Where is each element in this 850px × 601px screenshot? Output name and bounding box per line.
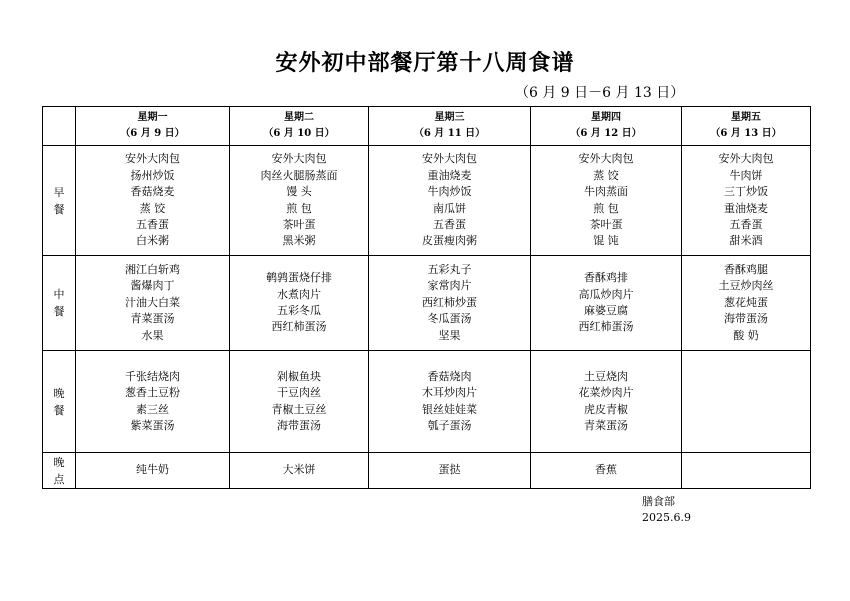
day-header-friday	[682, 107, 811, 146]
menu-cell-monday	[76, 256, 230, 351]
meal-label-char: 晚	[53, 455, 65, 469]
dish-item: 水果	[141, 328, 164, 342]
dish-item: 干豆肉丝	[277, 386, 321, 400]
dish-item: 牛肉炒饭	[427, 185, 472, 199]
dish-item: 海带蛋汤	[277, 418, 321, 432]
dish-item: 葱香土豆粉	[125, 386, 180, 400]
dish-item: 香酥鸡排	[584, 271, 628, 285]
dish-item: 千张结烧肉	[125, 369, 180, 383]
day-name: 星期三	[434, 112, 465, 123]
dish-item: 虎皮青椒	[584, 402, 628, 416]
menu-cell-wednesday	[369, 453, 531, 489]
dish-item: 馄 饨	[593, 234, 619, 248]
dish-item: 香菇烧麦	[130, 185, 175, 199]
day-header-monday	[76, 107, 230, 146]
day-header-thursday	[531, 107, 682, 146]
menu-cell-tuesday	[230, 351, 369, 453]
footer-department: 膳食部	[642, 495, 675, 508]
dish-item: 坚果	[438, 328, 461, 342]
footer-date: 2025.6.9	[642, 511, 691, 524]
meal-label	[43, 256, 76, 351]
meal-label-char: 餐	[53, 305, 65, 318]
dish-item: 茶叶蛋	[589, 217, 623, 231]
menu-cell-monday	[76, 453, 230, 489]
dish-item: 香酥鸡腿	[724, 262, 768, 276]
dish-item: 汁油大白菜	[125, 295, 180, 309]
dish-item: 酱爆肉丁	[130, 279, 175, 293]
dish-item: 五香蛋	[729, 217, 763, 231]
dish-item: 酸 奶	[733, 328, 759, 342]
dish-item: 紫菜蛋汤	[130, 418, 175, 432]
dish-item: 水煮肉片	[277, 287, 321, 301]
dish-item: 甜米酒	[729, 234, 763, 248]
dish-item: 黑米粥	[282, 234, 316, 248]
dish-item: 扬州炒饭	[130, 168, 175, 182]
day-name: 星期一	[137, 112, 168, 123]
dish-item: 香菇烧肉	[427, 369, 472, 383]
day-date: （6 月 9 日）	[120, 128, 185, 139]
menu-cell-thursday	[531, 146, 682, 256]
meal-label-char: 早	[53, 185, 65, 199]
meal-label	[43, 146, 76, 256]
dish-item: 葱花炖蛋	[724, 295, 768, 309]
dish-item: 安外大肉包	[271, 152, 327, 166]
meal-label-char: 晚	[53, 386, 65, 400]
dish-item: 瓠子蛋汤	[427, 418, 472, 432]
dish-item: 白米粥	[136, 234, 169, 248]
dish-item: 土豆烧肉	[584, 369, 628, 383]
dish-item: 青椒土豆丝	[271, 402, 327, 416]
dish-item: 银丝娃娃菜	[422, 402, 477, 416]
dish-item: 高瓜炒肉片	[578, 287, 634, 301]
dish-item: 安外大肉包	[422, 152, 477, 166]
dish-item: 五彩冬瓜	[277, 304, 321, 317]
meal-label	[43, 453, 76, 489]
dish-item: 茶叶蛋	[282, 217, 316, 231]
dish-item: 香蕉	[595, 463, 617, 477]
dish-item: 牛肉蒸面	[584, 185, 628, 199]
dish-item: 煎 包	[286, 201, 312, 215]
dinner-row	[43, 351, 811, 453]
dish-item: 冬瓜蛋汤	[427, 312, 472, 326]
menu-cell-monday	[76, 146, 230, 256]
menu-cell-thursday	[531, 453, 682, 489]
menu-cell-friday	[682, 351, 811, 453]
dish-item: 牛肉饼	[729, 168, 763, 182]
menu-cell-thursday	[531, 351, 682, 453]
dish-item: 纯牛奶	[136, 463, 169, 477]
dish-item: 家常肉片	[427, 279, 472, 293]
dish-item: 蒸 饺	[593, 168, 619, 182]
week-date-range: （6 月 9 日－6 月 13 日）	[515, 85, 685, 101]
dish-item: 鹌鹑蛋烧仔排	[266, 271, 332, 285]
dish-item: 剁椒鱼块	[277, 369, 321, 383]
day-name: 星期五	[731, 112, 761, 123]
menu-cell-thursday	[531, 256, 682, 351]
dish-item: 南瓜饼	[433, 201, 466, 215]
menu-cell-wednesday	[369, 256, 531, 351]
dish-item: 海带蛋汤	[724, 312, 768, 326]
weekly-menu-table	[42, 106, 811, 489]
dish-item: 西红柿炒蛋	[422, 295, 477, 309]
day-date: （6 月 13 日）	[710, 128, 782, 139]
day-name: 星期四	[591, 112, 621, 123]
menu-cell-friday	[682, 146, 811, 256]
dish-item: 素三丝	[136, 402, 169, 416]
day-header-wednesday	[369, 107, 531, 146]
dish-item: 湘江白斩鸡	[125, 262, 180, 276]
menu-cell-tuesday	[230, 256, 369, 351]
dish-item: 花菜炒肉片	[578, 386, 634, 400]
menu-cell-tuesday	[230, 453, 369, 489]
dish-item: 青菜蛋汤	[130, 312, 175, 326]
menu-cell-tuesday	[230, 146, 369, 256]
dish-item: 五香蛋	[433, 217, 466, 231]
menu-cell-wednesday	[369, 351, 531, 453]
meal-label-char: 点	[53, 472, 65, 486]
dish-item: 三丁炒饭	[724, 185, 768, 199]
dish-item: 蛋挞	[438, 463, 461, 477]
dish-item: 西红柿蛋汤	[578, 320, 634, 334]
menu-cell-friday	[682, 256, 811, 351]
snack-row	[43, 453, 811, 489]
breakfast-row	[43, 146, 811, 256]
dish-item: 五彩丸子	[427, 262, 472, 276]
dish-item: 肉丝火腿肠蒸面	[260, 168, 338, 182]
dish-item: 重油烧麦	[724, 201, 768, 215]
dish-item: 麻婆豆腐	[584, 304, 628, 317]
meal-label-char: 中	[53, 288, 65, 301]
dish-item: 西红柿蛋汤	[271, 320, 327, 334]
dish-item: 馒 头	[286, 185, 312, 199]
lunch-row	[43, 256, 811, 351]
meal-label-char: 餐	[53, 202, 65, 216]
dish-item: 皮蛋瘦肉粥	[422, 234, 477, 248]
header-row	[43, 107, 811, 146]
dish-item: 土豆炒肉丝	[718, 279, 774, 293]
corner-cell	[43, 107, 76, 146]
day-date: （6 月 10 日）	[263, 128, 335, 139]
dish-item: 五香蛋	[136, 217, 169, 231]
day-name: 星期二	[284, 112, 314, 123]
dish-item: 安外大肉包	[125, 152, 180, 166]
menu-cell-monday	[76, 351, 230, 453]
day-date: （6 月 11 日）	[413, 128, 486, 139]
dish-item: 蒸 饺	[139, 201, 166, 215]
dish-item: 大米饼	[282, 463, 316, 477]
day-header-tuesday	[230, 107, 369, 146]
dish-item: 安外大肉包	[718, 152, 774, 166]
meal-label-char: 餐	[53, 403, 65, 417]
day-date: （6 月 12 日）	[570, 128, 642, 139]
dish-item: 木耳炒肉片	[422, 386, 477, 400]
menu-cell-wednesday	[369, 146, 531, 256]
dish-item: 安外大肉包	[578, 152, 634, 166]
page-title: 安外初中部餐厅第十八周食谱	[275, 51, 575, 76]
dish-item: 重油烧麦	[427, 168, 472, 182]
menu-cell-friday	[682, 453, 811, 489]
dish-item: 煎 包	[593, 201, 619, 215]
meal-label	[43, 351, 76, 453]
dish-item: 青菜蛋汤	[584, 418, 628, 432]
